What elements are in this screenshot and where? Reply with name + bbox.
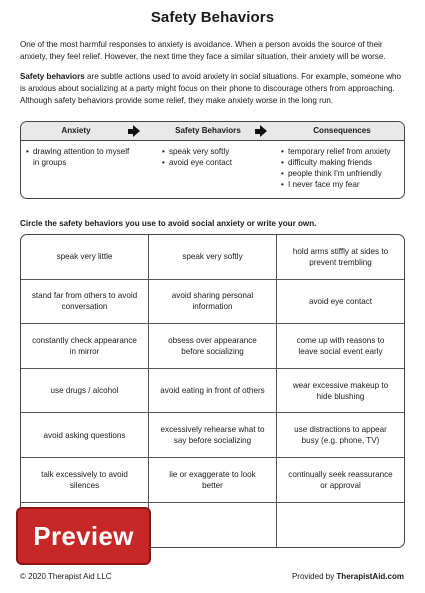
- list-item: • temporary relief from anxiety: [281, 146, 405, 157]
- safety-behaviors-list: [162, 146, 277, 168]
- behavior-cell[interactable]: hold arms stiffly at sides to prevent trembling: [277, 235, 404, 280]
- brand-link[interactable]: TherapistAid.com: [336, 572, 404, 581]
- behavior-cell[interactable]: constantly check appearance in mirror: [21, 324, 149, 369]
- behavior-cell[interactable]: lie or exaggerate to look better: [149, 458, 277, 503]
- list-item: • drawing attention to myself in groups: [26, 146, 136, 168]
- list-item: • avoid eye contact: [162, 157, 277, 168]
- consequences-list: [281, 146, 405, 190]
- header-safety-behaviors: Safety Behaviors: [175, 126, 241, 135]
- behavior-cell[interactable]: avoid eye contact: [277, 280, 404, 325]
- instruction-text: Circle the safety behaviors you use to avoid social anxiety or write your own.: [20, 219, 317, 228]
- provided-by-label: Provided by: [291, 572, 337, 581]
- behavior-cell[interactable]: speak very little: [21, 235, 149, 280]
- intro-paragraph: One of the most harmful responses to anxiety is avoidance. When a person avoids the source of their anxiety, they feel relief. However, the next time they face a similar situation, their anxiety will be worse.: [20, 40, 386, 61]
- page-title: Safety Behaviors: [150, 9, 275, 26]
- definition-text: are subtle actions used to avoid anxiety in social situations. For example, someone who is anxious about socializing at a party might focus on their phone to discourage others from approaching. Although safety behaviors provide some relief, they make anxiety worse in the long run.: [20, 72, 402, 105]
- behavior-cell[interactable]: continually seek reassurance or approval: [277, 458, 404, 503]
- behavior-cell[interactable]: avoid asking questions: [21, 413, 149, 458]
- behavior-cell[interactable]: wear excessive makeup to hide blushing: [277, 369, 404, 414]
- preview-watermark: Preview: [16, 507, 151, 565]
- list-item: • speak very softly: [162, 146, 277, 157]
- example-header-row: [21, 122, 404, 141]
- anxiety-list: [26, 146, 136, 168]
- list-item: • I never face my fear: [281, 179, 405, 190]
- footer-provided-by: [292, 572, 404, 581]
- blank-behavior-cell[interactable]: [149, 503, 277, 548]
- behavior-cell[interactable]: stand far from others to avoid conversation: [21, 280, 149, 325]
- behavior-cell[interactable]: come up with reasons to leave social event early: [277, 324, 404, 369]
- blank-behavior-cell[interactable]: [277, 503, 404, 548]
- list-item: • difficulty making friends: [281, 157, 405, 168]
- behavior-cell[interactable]: obsess over appearance before socializing: [149, 324, 277, 369]
- behavior-cell[interactable]: use distractions to appear busy (e.g. phone, TV): [277, 413, 404, 458]
- behavior-cell[interactable]: avoid eating in front of others: [149, 369, 277, 414]
- behavior-cell[interactable]: use drugs / alcohol: [21, 369, 149, 414]
- definition-paragraph: [20, 71, 406, 107]
- footer-copyright: © 2020 Therapist Aid LLC: [20, 572, 112, 581]
- behavior-cell[interactable]: excessively rehearse what to say before socializing: [149, 413, 277, 458]
- behaviors-grid: [20, 234, 405, 548]
- behavior-cell[interactable]: speak very softly: [149, 235, 277, 280]
- definition-term: Safety behaviors: [20, 72, 85, 81]
- example-table: [20, 121, 405, 199]
- list-item: • people think I'm unfriendly: [281, 168, 405, 179]
- header-anxiety: Anxiety: [61, 126, 91, 135]
- header-consequences: Consequences: [313, 126, 371, 135]
- behavior-cell[interactable]: talk excessively to avoid silences: [21, 458, 149, 503]
- behavior-cell[interactable]: avoid sharing personal information: [149, 280, 277, 325]
